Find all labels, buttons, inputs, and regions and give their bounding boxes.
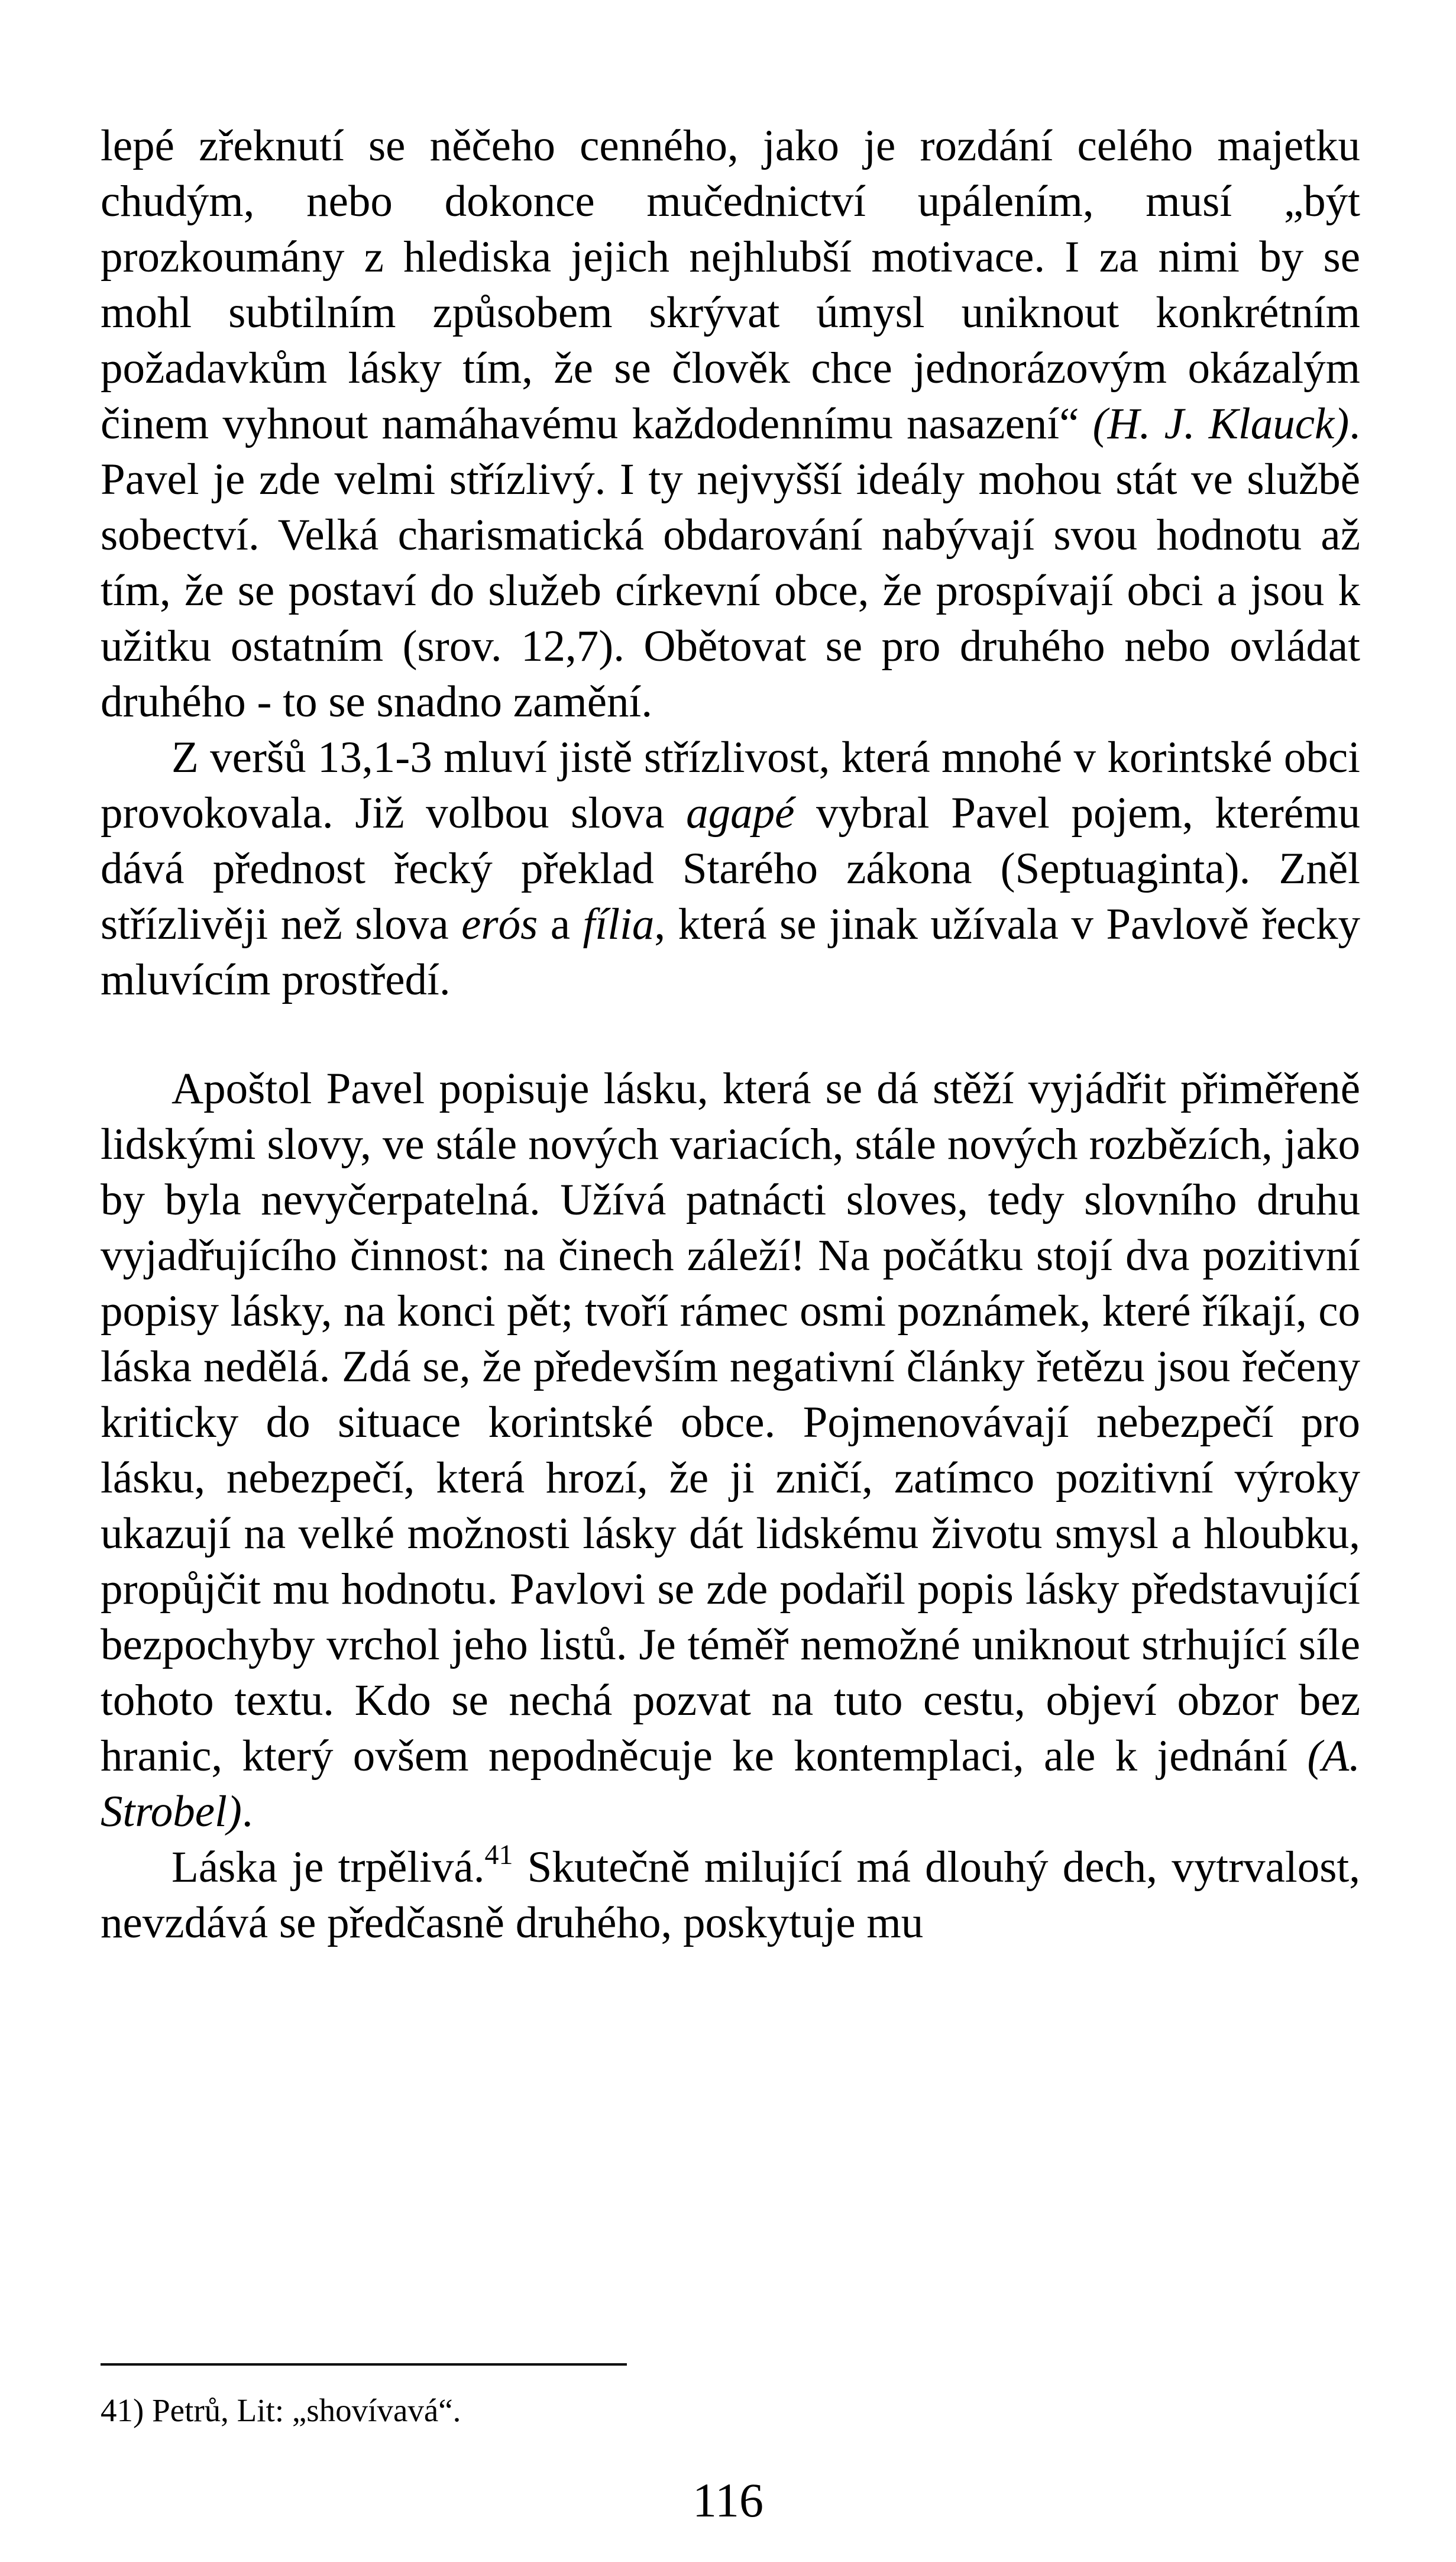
footnote-divider: [101, 2363, 627, 2366]
footnote-41: 41) Petrů, Lit: „shovívavá“.: [101, 2392, 461, 2428]
paragraph-3: [101, 1061, 1360, 1840]
citation-klauck: (H. J. Klauck): [1092, 399, 1350, 448]
footnote-marker: 41: [484, 1839, 513, 1870]
paragraph-2: [101, 730, 1360, 1008]
paragraph-3-part-b: .: [241, 1787, 253, 1836]
paragraph-4-part-b: Skutečně milující má dlouhý dech, vytrvalost, nevzdává se předčasně druhého, poskytuje mu: [101, 1843, 1360, 1947]
paragraph-1-rest: . Pavel je zde velmi střízlivý. I ty nejvyšší ideály mohou stát ve službě sobectví. Velká charismatická obdarování nabývají svou hodnotu až tím, že se postaví do služeb církevní obce, že prospívají obci a jsou k užitku ostatním (srov. 12,7). Obětovat se pro druhého nebo ovládat druhého - to se snadno zamění.: [101, 399, 1360, 726]
paragraph-1: [101, 118, 1360, 730]
paragraph-2-part-a: Z veršů 13,1-3 mluví jistě střízlivost, která mnohé v korintské obci provokovala. Již volbou slova: [101, 733, 1360, 838]
term-agape: agapé: [686, 789, 795, 838]
paragraph-4-part-a: Láska je trpělivá.: [172, 1843, 485, 1892]
paragraph-4: [101, 1840, 1360, 1951]
page-body: [101, 118, 1360, 1951]
paragraph-2-part-d: , která se jinak užívala v Pavlově řecky mluvícím prostředí.: [101, 900, 1361, 1004]
paragraph-2-part-c: a: [538, 900, 583, 949]
term-eros: erós: [461, 900, 538, 949]
term-filia: fília: [583, 900, 655, 949]
citation-strobel: (A. Strobel): [101, 1731, 1360, 1836]
paragraph-3-part-a: Apoštol Pavel popisuje lásku, která se dá stěží vyjádřit přiměřeně lidskými slovy, ve stále nových variacích, stále nových rozbězích, jako by byla nevyčerpatelná. Užívá patnácti sloves, tedy slovního druhu vyjadřujícího činnost: na činech záleží! Na počátku stojí dva pozitivní popisy lásky, na konci pět; tvoří rámec osmi poznámek, které říkají, co láska nedělá. Zdá se, že především negativní články řetězu jsou řečeny kriticky do situace korintské obce. Pojmenovávají nebezpečí pro lásku, nebezpečí, která hrozí, že ji zničí, zatímco pozitivní výroky ukazují na velké možnosti lásky dát lidskému životu smysl a hloubku, propůjčit mu hodnotu. Pavlovi se zde podařil popis lásky představující bezpochyby vrchol jeho listů. Je téměř nemožné uniknout strhující síle tohoto textu. Kdo se nechá pozvat na tuto cestu, objeví obzor bez hranic, který ovšem nepodněcuje ke kontemplaci, ale k jednání: [101, 1064, 1360, 1781]
paragraph-1-text: lepé zřeknutí se něčeho cenného, jako je rozdání celého majetku chudým, nebo dokonce mučednictví upálením, musí „být prozkoumány z hlediska jejich nejhlubší motivace. I za nimi by se mohl subtilním způsobem skrývat úmysl uniknout konkrétním požadavkům lásky tím, že se člověk chce jednorázovým okázalým činem vyhnout namáhavému každodennímu nasazení“: [101, 121, 1360, 448]
paragraph-2-part-b: vybral Pavel pojem, kterému dává přednost řecký překlad Starého zákona (Septuaginta). Zněl střízlivěji než slova: [101, 789, 1361, 949]
page-number: 116: [693, 2473, 763, 2527]
